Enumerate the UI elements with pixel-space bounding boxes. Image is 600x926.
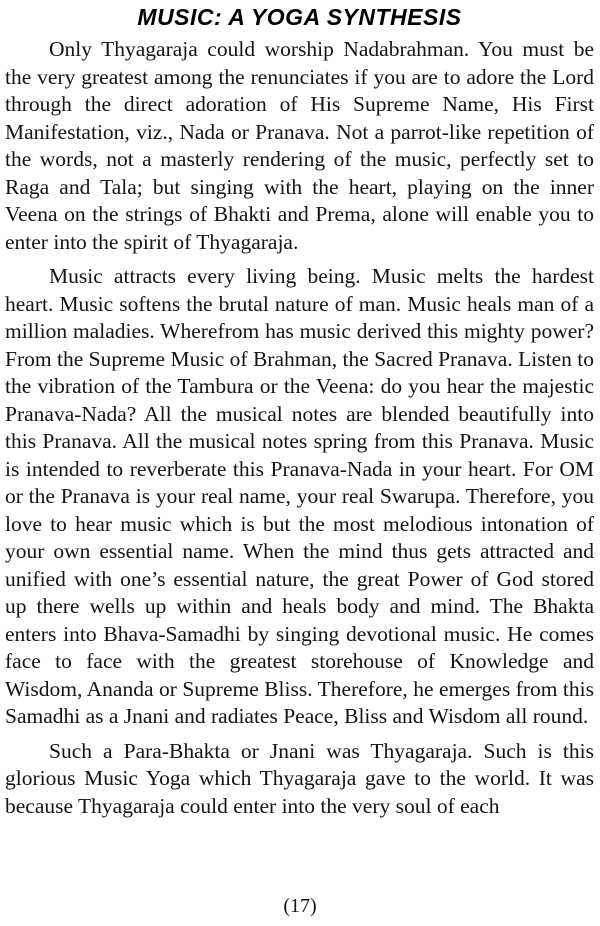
chapter-title: MUSIC: A YOGA SYNTHESIS — [137, 4, 462, 30]
paragraph-2: Music attracts every living being. Music melts the hardest heart. Music softens the brutal nature of man. Music heals man of a million maladies. Wherefrom has music derived this mighty power? From the Supreme Music of Brahman, the Sacred Pranava. Listen to the vibration of the Tambura or the Veena: do you hear the majestic Pranava-Nada? All the musical notes are blended beautifully into this Pranava. All the musical notes spring from this Pranava. Music is intended to reverberate this Pranava-Nada in your heart. For OM or the Pranava is your real name, your real Swarupa. Therefore, you love to hear music which is but the most melodious intonation of your own essential name. When the mind thus gets attracted and unified with one’s essential nature, the great Power of God stored up there wells up within and heals body and mind. The Bhakta enters into Bhava-Samadhi by singing devotional music. He comes face to face with the greatest storehouse of Knowledge and Wisdom, Ananda or Supreme Bliss. Therefore, he emerges from this Samadhi as a Jnani and radiates Peace, Bliss and Wisdom all round. — [5, 264, 594, 728]
paragraph-3: Such a Para-Bhakta or Jnani was Thyagaraja. Such is this glorious Music Yoga which Thyagaraja gave to the world. It was because Thyagaraja could enter into the very soul of each — [5, 738, 594, 818]
page-number: (17) — [283, 895, 317, 917]
paragraph-1: Only Thyagaraja could worship Nadabrahman. You must be the very greatest among the renunciates if you are to adore the Lord through the direct adoration of His Supreme Name, His First Manifestation, viz., Nada or Pranava. Not a parrot-like repetition of the words, not a masterly rendering of the music, perfectly set to Raga and Tala; but singing with the heart, playing on the inner Veena on the strings of Bhakti and Prema, alone will enable you to enter into the spirit of Thyagaraja. — [5, 37, 594, 254]
